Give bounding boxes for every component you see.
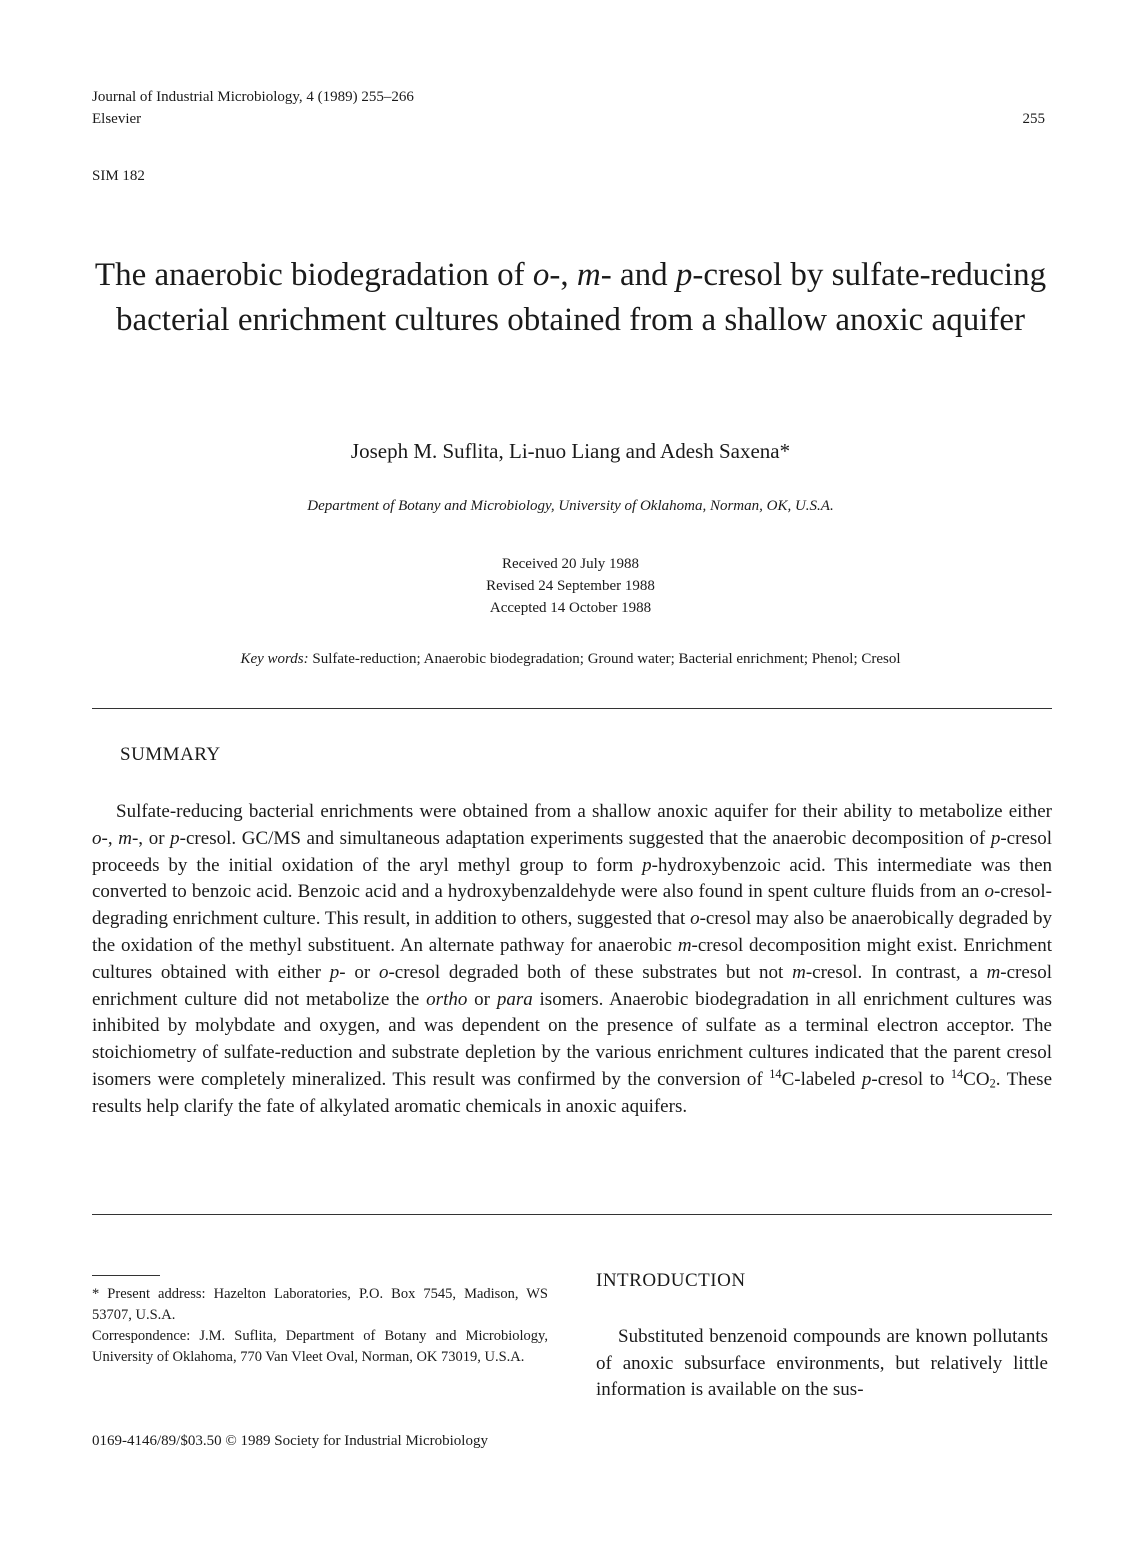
revised-date: Revised 24 September 1988 [486,578,655,594]
summary-text: Sulfate-reducing bacterial enrichments were obtained from a shallow anoxic aquifer for their ability to metabolize either o-, m-, or p-cresol. GC/MS and simultaneous adaptation experiments suggested that the anaerobic decomposition of p-cresol proceeds by the initial oxidation of the aryl methyl group to form p-hydroxybenzoic acid. This intermediate was then converted to benzoic acid. Benzoic acid and a hydroxybenzaldehyde were also found in spent culture fluids from an o-cresol-degrading enrichment culture. This result, in addition to others, suggested that o-cresol may also be anaerobically degraded by the oxidation of the methyl substituent. An alternate pathway for anaerobic m-cresol decomposition might exist. Enrichment cultures obtained with either p- or o-cresol degraded both of these substrates but not m-cresol. In contrast, a m-cresol enrichment culture did not metabolize the ortho or para isomers. Anaerobic biodegradation in all enrichment cultures was inhibited by molybdate and oxygen, and was dependent on the presence of sulfate as a terminal electron acceptor. The stoichiometry of sulfate-reduction and substrate depletion by the various enrichment cultures indicated that the parent cresol isomers were completely mineralized. This result was confirmed by the conversion of $^{14}$C-labeled p-cresol to $^{14}CO_2$. These results help clarify the fate of alkylated aromatic chemicals in anoxic aquifers. [92,801,1053,1117]
accepted-date: Accepted 14 October 1988 [489,600,652,616]
authors: Joseph M. Suflita, Li-nuo Liang and Adesh Saxena* [350,439,791,463]
page-number: 255 [1022,111,1045,127]
footnote-correspondence: Correspondence: J.M. Suflita, Department of Botany and Microbiology, University of Oklahoma, 770 Van Vleet Oval, Norman, OK 73019, U.S.A. [92,1328,548,1365]
divider-bottom [92,1214,1052,1215]
summary-heading: SUMMARY [120,744,221,765]
journal-citation [92,86,414,130]
publisher: Elsevier [92,111,142,127]
article-dates [0,553,1141,619]
journal-name: Journal of Industrial Microbiology, 4 (1989) 255–266 [92,89,414,105]
keywords [0,651,1141,668]
keywords-list: Sulfate-reduction; Anaerobic biodegradation; Ground water; Bacterial enrichment; Phenol; Cresol [308,651,901,667]
sim-id: SIM 182 [92,168,145,184]
introduction-heading: INTRODUCTION [596,1270,746,1291]
keywords-label: Key words: [240,651,309,667]
divider-top [92,708,1052,709]
copyright-line: 0169-4146/89/$03.50 © 1989 Society for Industrial Microbiology [92,1433,488,1449]
footnotes [92,1284,548,1368]
received-date: Received 20 July 1988 [501,556,640,572]
footnote-present-address: * Present address: Hazelton Laboratories, P.O. Box 7545, Madison, WS 53707, U.S.A. [92,1286,548,1323]
introduction-text: Substituted benzenoid compounds are known pollutants of anoxic subsurface environments, but relatively little information is available on the sus- [596,1326,1048,1400]
article-title: The anaerobic biodegradation of o-, m- and p-cresol by sulfate-reducing bacterial enrichment cultures obtained from a shallow anoxic aquifer [94,257,1047,338]
affiliation: Department of Botany and Microbiology, University of Oklahoma, Norman, OK, U.S.A. [307,498,834,514]
footnote-rule [92,1275,160,1276]
